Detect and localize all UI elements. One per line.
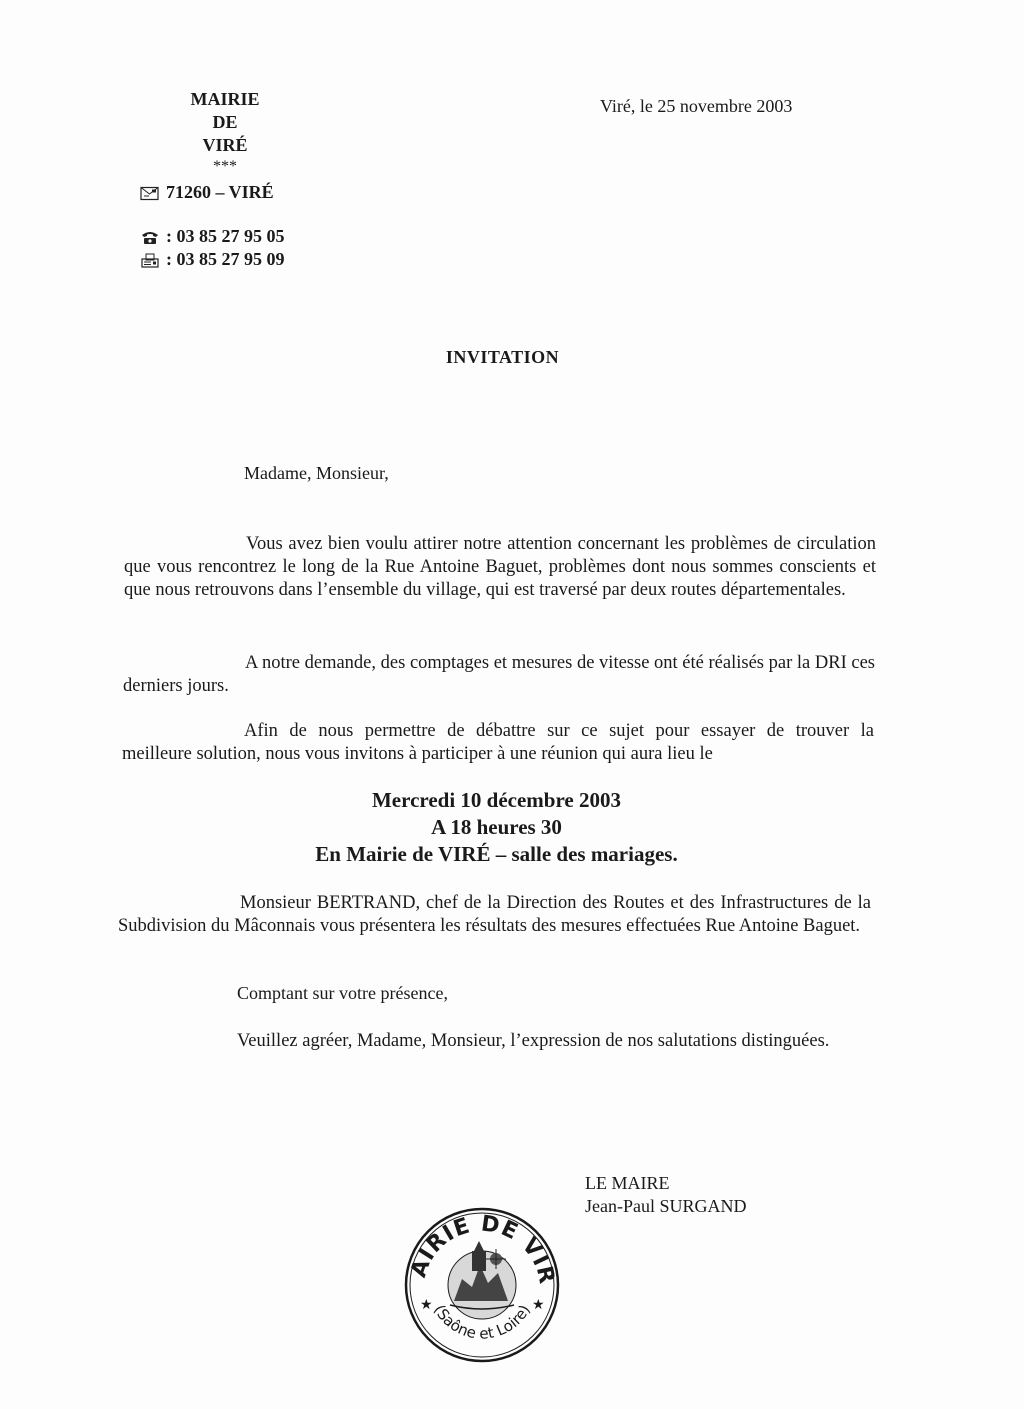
signature-name: Jean-Paul SURGAND	[585, 1196, 747, 1216]
paragraph-3	[122, 720, 874, 766]
municipal-seal-icon	[402, 1205, 562, 1365]
signature-block	[585, 1172, 747, 1218]
letterhead-stars: ***	[213, 158, 237, 175]
meeting-place: En Mairie de VIRÉ – salle des mariages.	[315, 842, 678, 866]
phone-text: : 03 85 27 95 05	[166, 226, 285, 246]
closing-presence: Comptant sur votre présence,	[237, 983, 448, 1003]
fax-row	[140, 248, 340, 271]
address-row	[140, 181, 340, 204]
meeting-date: Mercredi 10 décembre 2003	[371, 788, 621, 812]
paragraph-1: Vous avez bien voulu attirer notre attention concernant les problèmes de circulation que vous rencontrez le long de la Rue Antoine Baguet, problèmes dont nous sommes conscients et que nous retrouvons dans l’ensemble du village, qui est traversé par deux routes départementales.	[124, 534, 876, 600]
meeting-details	[0, 787, 993, 868]
svg-text:MAIRIE DE VIRE: AIRIE DE VIR	[406, 1211, 560, 1287]
letterhead-line-2: DE	[212, 112, 238, 132]
fax-icon	[140, 252, 160, 268]
telephone-icon	[140, 229, 160, 245]
meeting-time: A 18 heures 30	[431, 815, 562, 839]
address-text: 71260 – VIRÉ	[166, 182, 274, 202]
svg-text:(Saône et Loire): (Saône et Loire)	[430, 1301, 534, 1343]
svg-text:★: ★	[532, 1297, 545, 1313]
greeting: Madame, Monsieur,	[244, 463, 389, 483]
paragraph-3-line-1: Afin de nous permettre de débattre sur ce sujet pour essayer de trouver la	[244, 721, 874, 741]
envelope-icon	[140, 185, 160, 201]
letter-title: INVITATION	[445, 347, 560, 367]
letter-date: Viré, le 25 novembre 2003	[600, 96, 793, 116]
paragraph-3-line-2: meilleure solution, nous vous invitons à participer à une réunion qui aura lieu le	[122, 744, 713, 764]
svg-text:★: ★	[420, 1297, 433, 1313]
paragraph-2: A notre demande, des comptages et mesures de vitesse ont été réalisés par la DRI ces derniers jours.	[123, 653, 875, 696]
letterhead-line-1: MAIRIE	[190, 89, 260, 109]
signature-role: LE MAIRE	[585, 1173, 670, 1193]
fax-text: : 03 85 27 95 09	[166, 249, 285, 269]
closing-salutation: Veuillez agréer, Madame, Monsieur, l’expression de nos salutations distinguées.	[237, 1031, 830, 1051]
phone-row	[140, 225, 340, 248]
letterhead-line-3: VIRÉ	[202, 135, 248, 155]
paragraph-4: Monsieur BERTRAND, chef de la Direction des Routes et des Infrastructures de la Subdivision du Mâconnais vous présentera les résultats des mesures effectuées Rue Antoine Baguet.	[118, 893, 871, 936]
letterhead	[140, 88, 340, 271]
